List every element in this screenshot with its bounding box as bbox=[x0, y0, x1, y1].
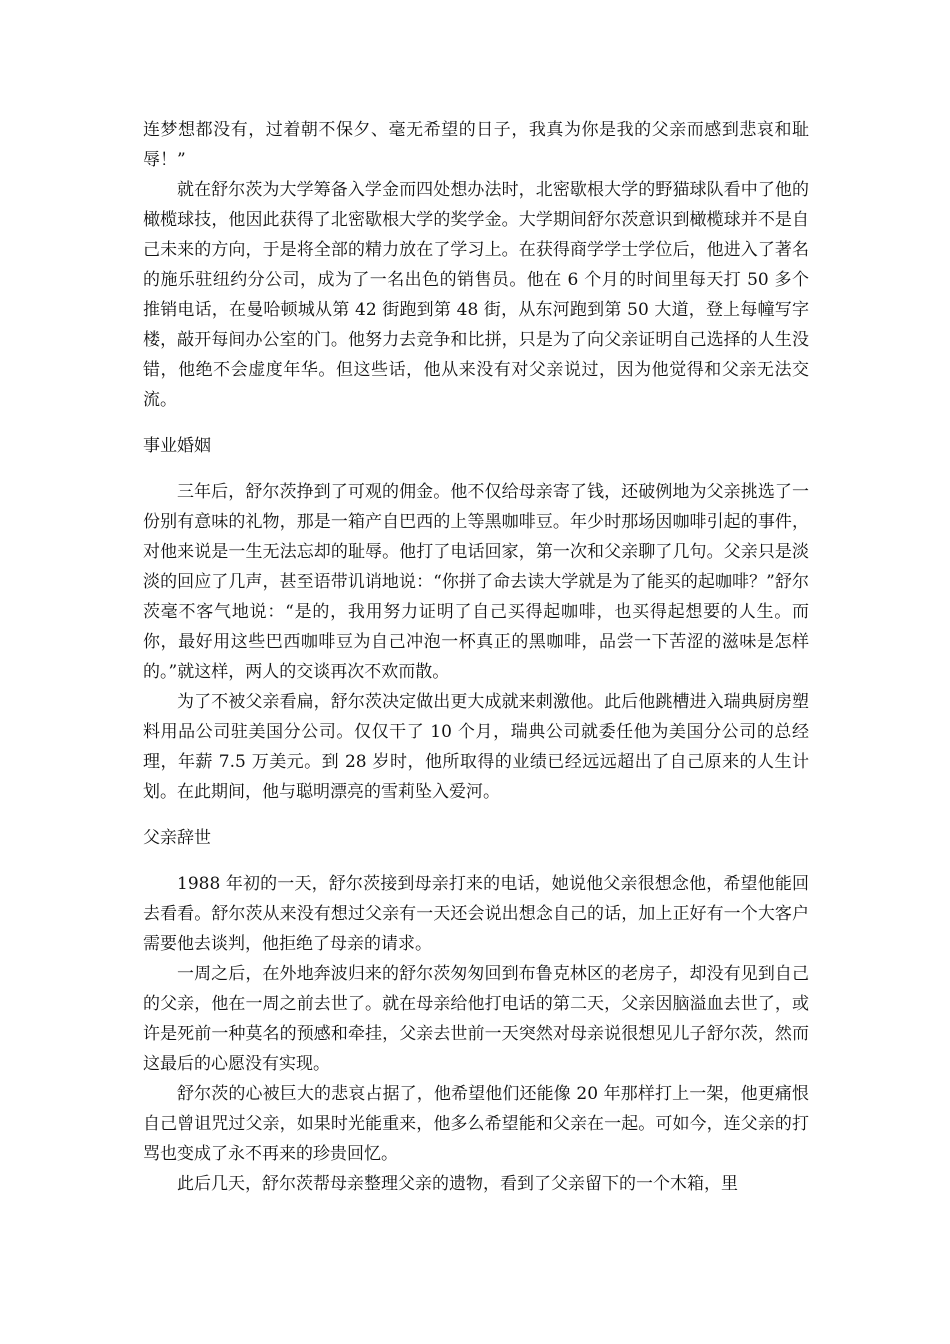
paragraph-job-change: 为了不被父亲看扁，舒尔茨决定做出更大成就来刺激他。此后他跳槽进入瑞典厨房塑料用品公司驻美国分公司。仅仅干了 10 个月，瑞典公司就委任他为美国分公司的总经理，年薪 7.5 万美元。到 28 岁时，他所取得的业绩已经远远超出了自己原来的人生计划。在此期间，他与聪明漂亮的雪莉坠入爱河。 bbox=[143, 692, 809, 802]
section-title-career-marriage: 事业婚姻 bbox=[143, 436, 211, 456]
paragraph-wooden-box: 此后几天，舒尔茨帮母亲整理父亲的遗物，看到了父亲留下的一个木箱，里 bbox=[177, 1174, 738, 1194]
paragraph-continuation: 连梦想都没有，过着朝不保夕、毫无希望的日子，我真为你是我的父亲而感到悲哀和耻辱！” bbox=[143, 120, 809, 170]
section-title-father-passing: 父亲辞世 bbox=[143, 828, 211, 848]
paragraph-college: 就在舒尔茨为大学筹备入学金而四处想办法时，北密歇根大学的野猫球队看中了他的橄榄球技，他因此获得了北密歇根大学的奖学金。大学期间舒尔茨意识到橄榄球并不是自己未来的方向，于是将全部的精力放在了学习上。在获得商学学士学位后，他进入了著名的施乐驻纽约分公司，成为了一名出色的销售员。他在 6 个月的时间里每天打 50 多个推销电话，在曼哈顿城从第 42 街跑到第 48 街，从东河跑到第 50 大道，登上每幢写字楼，敲开每间办公室的门。他努力去竞争和比拼，只是为了向父亲证明自己选择的人生没错，他绝不会虚度年华。但这些话，他从来没有对父亲说过，因为他觉得和父亲无法交流。 bbox=[143, 180, 809, 410]
paragraph-mother-call: 1988 年初的一天，舒尔茨接到母亲打来的电话，她说他父亲很想念他，希望他能回去看看。舒尔茨从来没有想过父亲有一天还会说出想念自己的话，加上正好有一个大客户需要他去谈判，他拒绝了母亲的请求。 bbox=[143, 874, 809, 954]
paragraph-grief: 舒尔茨的心被巨大的悲哀占据了，他希望他们还能像 20 年那样打上一架，他更痛恨自己曾诅咒过父亲，如果时光能重来，他多么希望能和父亲在一起。可如今，连父亲的打骂也变成了永不再来的珍贵回忆。 bbox=[143, 1084, 809, 1164]
paragraph-coffee-gift: 三年后，舒尔茨挣到了可观的佣金。他不仅给母亲寄了钱，还破例地为父亲挑选了一份别有意味的礼物，那是一箱产自巴西的上等黑咖啡豆。年少时那场因咖啡引起的事件，对他来说是一生无法忘却的耻辱。他打了电话回家，第一次和父亲聊了几句。父亲只是淡淡的回应了几声，甚至语带讥诮地说：“你拼了命去读大学就是为了能买的起咖啡？”舒尔茨毫不客气地说：“是的，我用努力证明了自己买得起咖啡，也买得起想要的人生。而你，最好用这些巴西咖啡豆为自己冲泡一杯真正的黑咖啡，品尝一下苦涩的滋味是怎样的。”就这样，两人的交谈再次不欢而散。 bbox=[143, 482, 809, 682]
paragraph-return-home: 一周之后，在外地奔波归来的舒尔茨匆匆回到布鲁克林区的老房子，却没有见到自己的父亲，他在一周之前去世了。就在母亲给他打电话的第二天，父亲因脑溢血去世了，或许是死前一种莫名的预感和牵挂，父亲去世前一天突然对母亲说很想见儿子舒尔茨，然而这最后的心愿没有实现。 bbox=[143, 964, 809, 1074]
document-body bbox=[143, 115, 809, 1199]
